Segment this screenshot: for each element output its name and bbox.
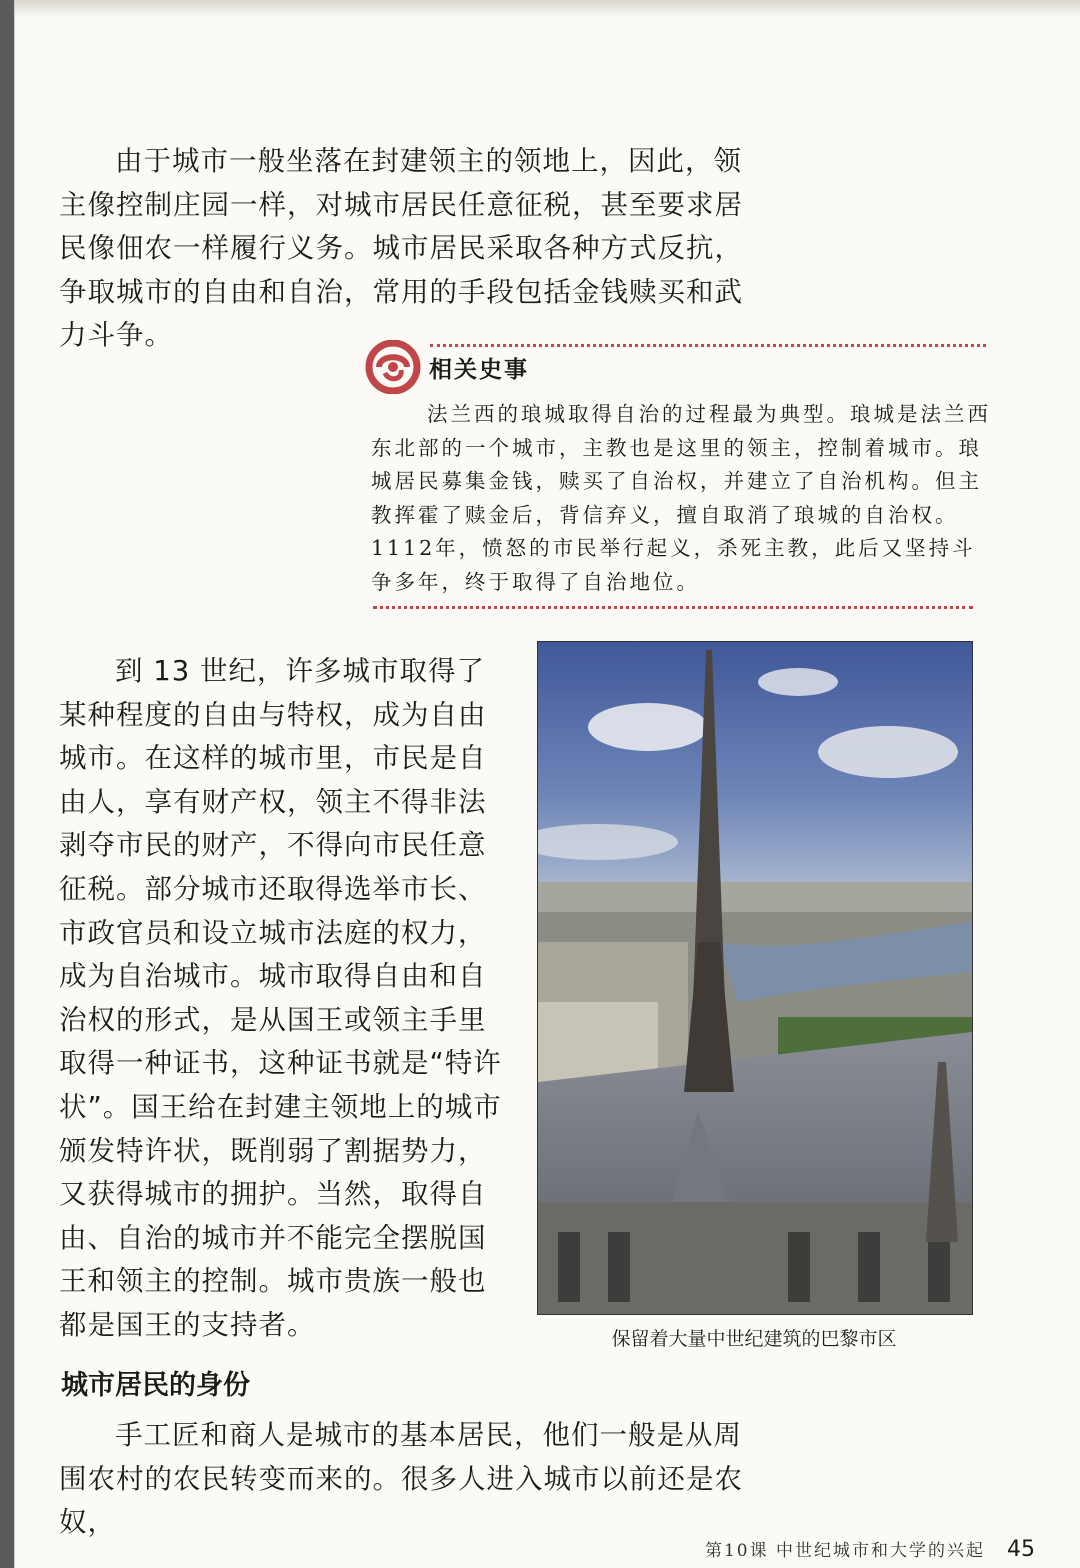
page-footer: [615, 1536, 1035, 1562]
sidebar-box-text: 法兰西的琅城取得自治的过程最为典型。琅城是法兰西东北部的一个城市，主教也是这里的领主，控制着城市。琅城居民募集金钱，赎买了自治权，并建立了自治机构。但主教挥霍了赎金后，背信弃义，擅自取消了琅城的自治权。1112年，愤怒的市民举行起义，杀死主教，此后又坚持斗争多年，终于取得了自治地位。: [371, 402, 991, 594]
paris-cityscape-photo: [537, 641, 973, 1315]
sidebar-box-header: [365, 340, 529, 394]
sidebar-box-title: 相关史事: [429, 356, 529, 383]
lesson-title: 第10课 中世纪城市和大学的兴起: [704, 1541, 985, 1561]
paris-photo-illustration: [538, 642, 972, 1314]
box-bottom-rule: [373, 606, 973, 609]
textbook-page: [14, 0, 1080, 1568]
section-heading: 城市居民的身份: [61, 1370, 250, 1401]
page-number: 45: [1007, 1537, 1035, 1562]
photo-caption: 保留着大量中世纪建筑的巴黎市区: [611, 1328, 897, 1350]
history-swirl-icon: [365, 340, 421, 394]
paragraph-free-cities: 到 13 世纪，许多城市取得了某种程度的自由与特权，成为自由城市。在这样的城市里，市民是自由人，享有财产权，领主不得非法剥夺市民的财产，不得向市民任意征税。部分城市还取得选举市长、市政官员和设立城市法庭的权力，成为自治城市。城市取得自由和自治权的形式，是从国王或领主手里取得一种证书，这种证书就是“特许状”。国王给在封建主领地上的城市颁发特许状，既削弱了割据势力，又获得城市的拥护。当然，取得自由、自治的城市并不能完全摆脱国王和领主的控制。城市贵族一般也都是国王的支持者。: [59, 655, 502, 1341]
paragraph-residents: 手工匠和商人是城市的基本居民，他们一般是从周围农村的农民转变而来的。很多人进入城市以前还是农奴，: [59, 1419, 743, 1539]
paragraph-tax: 由于城市一般坐落在封建领主的领地上，因此，领主像控制庄园一样，对城市居民任意征税，甚至要求居民像佃农一样履行义务。城市居民采取各种方式反抗，争取城市的自由和自治，常用的手段包括金钱赎买和武力斗争。: [59, 145, 743, 352]
